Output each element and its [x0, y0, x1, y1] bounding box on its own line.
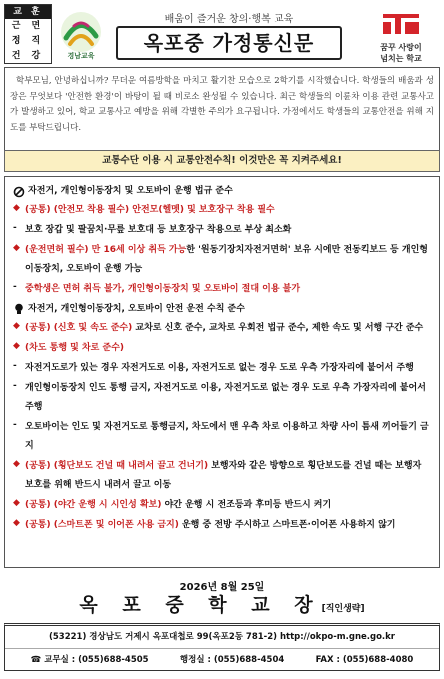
issue-date: 2026년 8월 25일	[179, 582, 265, 593]
motto-item: 근 면	[11, 21, 45, 31]
dash-marker: -	[13, 361, 17, 371]
seal-omitted-note: [직인생략]	[321, 604, 365, 614]
diamond-marker-icon: ◆	[13, 203, 20, 213]
education-office-logo	[58, 8, 104, 60]
office-phone: ☎ 교무실 : (055)688-4505	[30, 655, 149, 665]
diamond-marker-icon: ◆	[13, 459, 20, 469]
logo-left-text: 경남교육	[67, 52, 95, 60]
list-item: ◆ (공통) (횡단보도 건널 때 내려서 끌고 건너기) 보행자와 같은 방향으로 횡단보도를 건널 때는 보행자 보호를 위해 반드시 내려서 끌고 이동	[13, 457, 433, 495]
list-item: - 자전거도로가 있는 경우 자전거도로 이용, 자전거도로 없는 경우 도로 우측 가장자리에 붙어서 주행	[13, 359, 433, 378]
list-item: ◆ (공통) (야간 운행 시 시인성 확보) 야간 운행 시 전조등과 후미등 반드시 켜기	[13, 496, 433, 515]
list-item: ◆ (운전면허 필수) 만 16세 이상 취득 가능한 '원동기장치자전거면허' 보유 시에만 전동킥보드 등 개인형이동장치, 오토바이 운행 가능	[13, 241, 433, 279]
dash-marker: -	[13, 282, 17, 292]
motto-item: 정 직	[11, 36, 45, 46]
diamond-marker-icon: ◆	[13, 243, 20, 253]
prohibition-icon	[13, 184, 25, 198]
motto-item: 건 강	[11, 51, 45, 61]
page-title: 옥포중 가정통신문	[116, 26, 342, 60]
school-signature: 옥 포 중 학 교 장[직인생략]	[79, 594, 365, 616]
dash-marker: -	[13, 223, 17, 233]
list-item: - 개인형이동장치 인도 통행 금지, 자전거도로 이용, 자전거도로 없는 경우 도로 우측 가장자리에 붙어서 주행	[13, 379, 433, 417]
list-item: - 중학생은 면허 취득 불가, 개인형이동장치 및 오토바이 절대 이용 불가	[13, 280, 433, 299]
list-item: - 보호 장갑 및 팔꿈치·무릎 보호대 등 보호장구 착용으로 부상 최소화	[13, 221, 433, 240]
list-item: ◆ (차도 통행 및 차로 준수)	[13, 339, 433, 358]
school-emblem-icon	[379, 8, 423, 38]
letter-header	[4, 4, 440, 64]
lightbulb-icon	[13, 302, 25, 316]
dash-marker: -	[13, 420, 17, 430]
list-item: ◆ (공통) (스마트폰 및 이어폰 사용 금지) 운행 중 전방 주시하고 스마트폰·이어폰 사용하지 않기	[13, 516, 433, 535]
dash-marker: -	[13, 381, 17, 391]
fax-number: FAX : (055)688-4080	[315, 655, 414, 665]
intro-paragraph: 학부모님, 안녕하십니까? 무더운 여름방학을 마치고 활기찬 모습으로 2학기를 시작했습니다. 학생들의 배움과 성장은 무엇보다 '안전한 환경'이 바탕이 될 때 비로소 완성될 수 있습니다. 최근 학생들의 이륜차 이용 관련 교통사고가 발생하고 있어, 학교 교통사고 예방을 위해 각별한 주의가 요구됩니다. 가정에서도 학생들의 교통안전을 위해 지도를 부탁드립니다.	[4, 67, 440, 155]
section-heading: 자전거, 개인형이동장치, 오토바이 안전 운전 수칙 준수	[13, 302, 433, 316]
section-heading: 자전거, 개인형이동장치 및 오토바이 운행 법규 준수	[13, 184, 433, 198]
safety-rules	[4, 176, 440, 568]
diamond-marker-icon: ◆	[13, 341, 20, 351]
contact-box	[4, 623, 440, 671]
school-motto-box	[4, 4, 52, 64]
list-item: ◆ (공통) (안전모 착용 필수) 안전모(헬멧) 및 보호장구 착용 필수	[13, 201, 433, 220]
contact-phones	[5, 649, 439, 671]
admin-phone: 행정실 : (055)688-4504	[179, 655, 285, 665]
logo-caption-1: 꿈꾸 사랑이	[380, 43, 422, 52]
diamond-marker-icon: ◆	[13, 518, 20, 528]
list-item: ◆ (공통) (신호 및 속도 준수) 교차로 신호 준수, 교차로 우회전 법규 준수, 제한 속도 및 서행 구간 준수	[13, 319, 433, 338]
diamond-marker-icon: ◆	[13, 498, 20, 508]
slogan: 배움이 즐거운 창의·행복 교육	[164, 14, 294, 25]
motto-label: 교 훈	[5, 5, 51, 19]
school-logo	[362, 8, 440, 64]
list-item: - 오토바이는 인도 및 자전거도로 통행금지, 차도에서 맨 우측 차로 이용하고 차량 사이 틈새 끼어들기 금지	[13, 418, 433, 456]
notice-banner: 교통수단 이용 시 교통안전수칙! 이것만은 꼭 지켜주세요!	[4, 150, 440, 172]
school-address: (53221) 경상남도 거제시 옥포대첩로 99(옥포2동 781-2) http://okpo-m.gne.go.kr	[5, 626, 439, 649]
logo-caption-2: 넘치는 학교	[380, 54, 422, 63]
diamond-marker-icon: ◆	[13, 321, 20, 331]
